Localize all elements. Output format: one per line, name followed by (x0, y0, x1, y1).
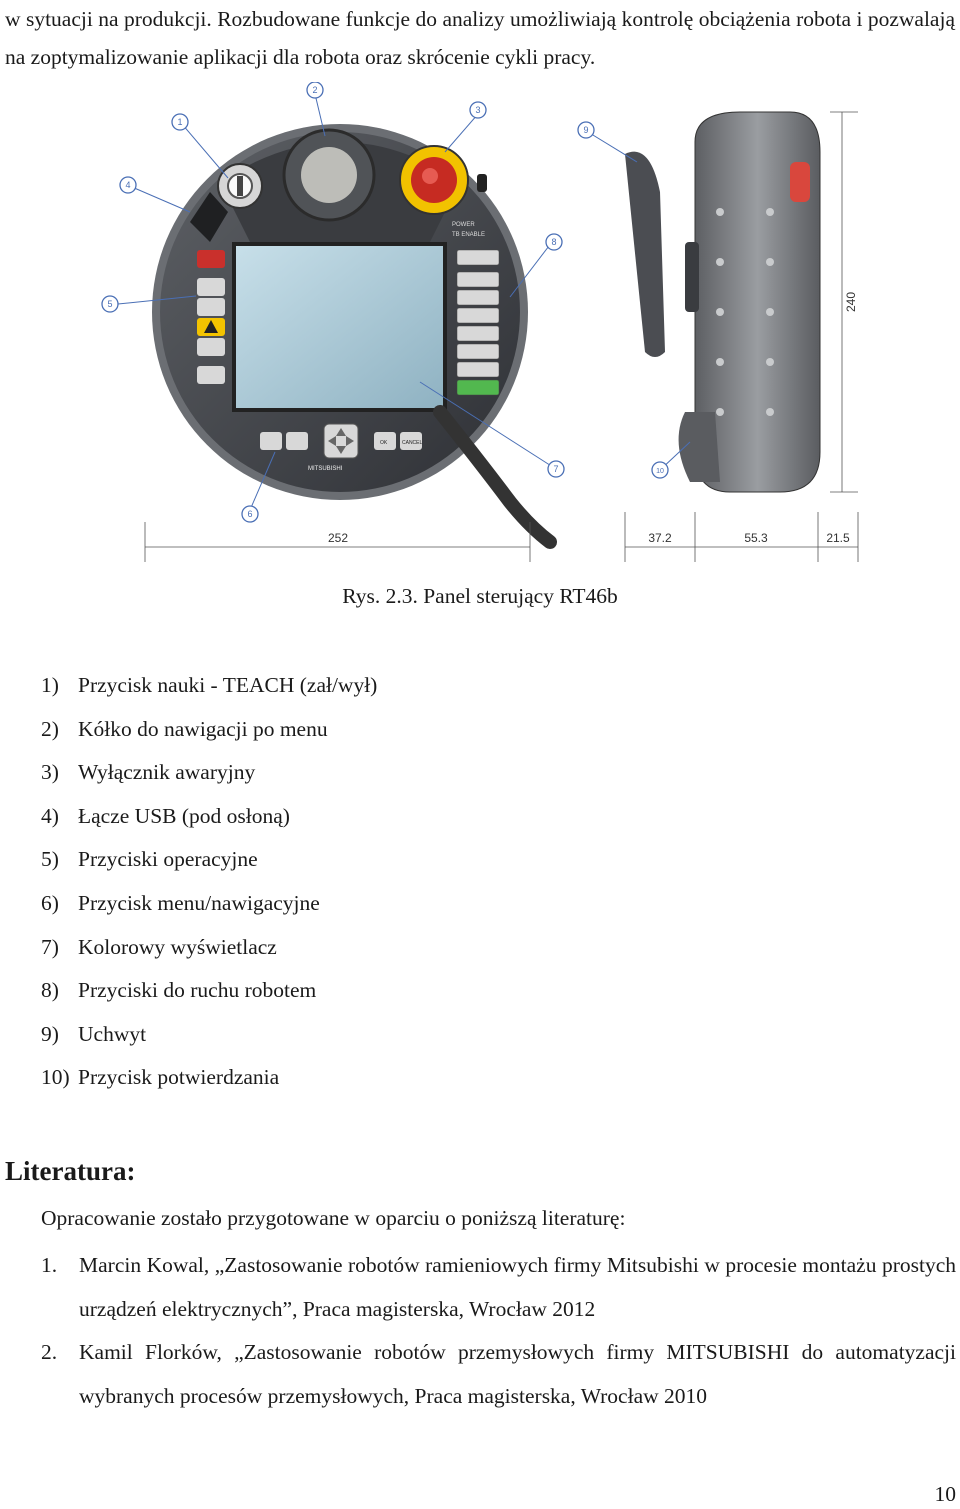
reference-item: 2. Kamil Florków, „Zastosowanie robotów przemysłowych firmy MITSUBISHI do automatyzacji wybranych procesów przemysłowych, Praca magisterska, Wrocław 2010 (41, 1340, 956, 1408)
callout-2-label: 2 (312, 85, 318, 95)
list-item: 3) Wyłącznik awaryjny (41, 760, 256, 785)
literature-intro: Opracowanie zostało przygotowane w oparciu o poniższą literaturę: (41, 1206, 626, 1230)
brand-label: MITSUBISHI (308, 466, 343, 472)
callout-1-label: 1 (177, 117, 183, 127)
component-legend (41, 664, 377, 1100)
dim-height-label: 240 (844, 291, 858, 313)
color-display (236, 246, 443, 408)
callout-4-label: 4 (125, 180, 131, 190)
list-item: 4) Łącze USB (pod osłoną) (41, 803, 290, 828)
ok-label: OK (380, 440, 388, 446)
dim-width-label: 252 (327, 531, 349, 545)
handle-icon (625, 152, 665, 357)
callout-5-label: 5 (107, 299, 113, 309)
list-item: 5) Przyciski operacyjne (41, 847, 258, 872)
callout-7-label: 7 (553, 464, 559, 474)
intro-paragraph: w sytuacji na produkcji. Rozbudowane funkcje do analizy umożliwiają kontrolę obciążenia robota i pozwalają na zoptymalizowanie aplikacji dla robota oraz skrócenie cykli pracy. (5, 7, 955, 69)
dim-handle-label: 37.2 (648, 531, 672, 545)
list-item: 9) Uchwyt (41, 1021, 147, 1046)
callout-9-label: 9 (583, 125, 589, 135)
pendant-side-view (625, 112, 820, 492)
emergency-stop-icon (400, 146, 468, 214)
list-item: 1) Przycisk nauki - TEACH (zał/wył) (41, 673, 378, 697)
callout-6-label: 6 (247, 509, 253, 519)
jog-wheel-icon (284, 130, 374, 220)
tb-enable-label: TB ENABLE (452, 232, 486, 238)
jog-buttons (457, 250, 499, 395)
teach-pendant-figure (100, 82, 860, 572)
list-item: 10) Przycisk potwierdzania (41, 1065, 280, 1090)
callout-8-label: 8 (551, 237, 557, 247)
cancel-label: CANCEL (402, 440, 423, 446)
dim-body-label: 55.3 (744, 531, 768, 545)
list-item: 8) Przyciski do ruchu robotem (41, 978, 317, 1003)
callout-3-label: 3 (475, 105, 481, 115)
pendant-front-view (152, 124, 550, 542)
power-label: POWER (452, 222, 475, 228)
reference-item: 1. Marcin Kowal, „Zastosowanie robotów ramieniowych firmy Mitsubishi w procesie montażu prostych urządzeń elektrycznych”, Praca magisterska, Wrocław 2012 (41, 1253, 956, 1321)
list-item: 6) Przycisk menu/nawigacyjne (41, 890, 320, 915)
list-item: 7) Kolorowy wyświetlacz (41, 934, 277, 959)
figure-caption: Rys. 2.3. Panel sterujący RT46b (342, 584, 618, 608)
literature-heading: Literatura: (5, 1156, 136, 1186)
page-number: 10 (934, 1482, 956, 1506)
dim-side-label: 21.5 (826, 531, 850, 545)
list-item: 2) Kółko do nawigacji po menu (41, 716, 328, 741)
callout-10-label: 10 (656, 468, 664, 475)
teach-key-icon (218, 164, 262, 208)
